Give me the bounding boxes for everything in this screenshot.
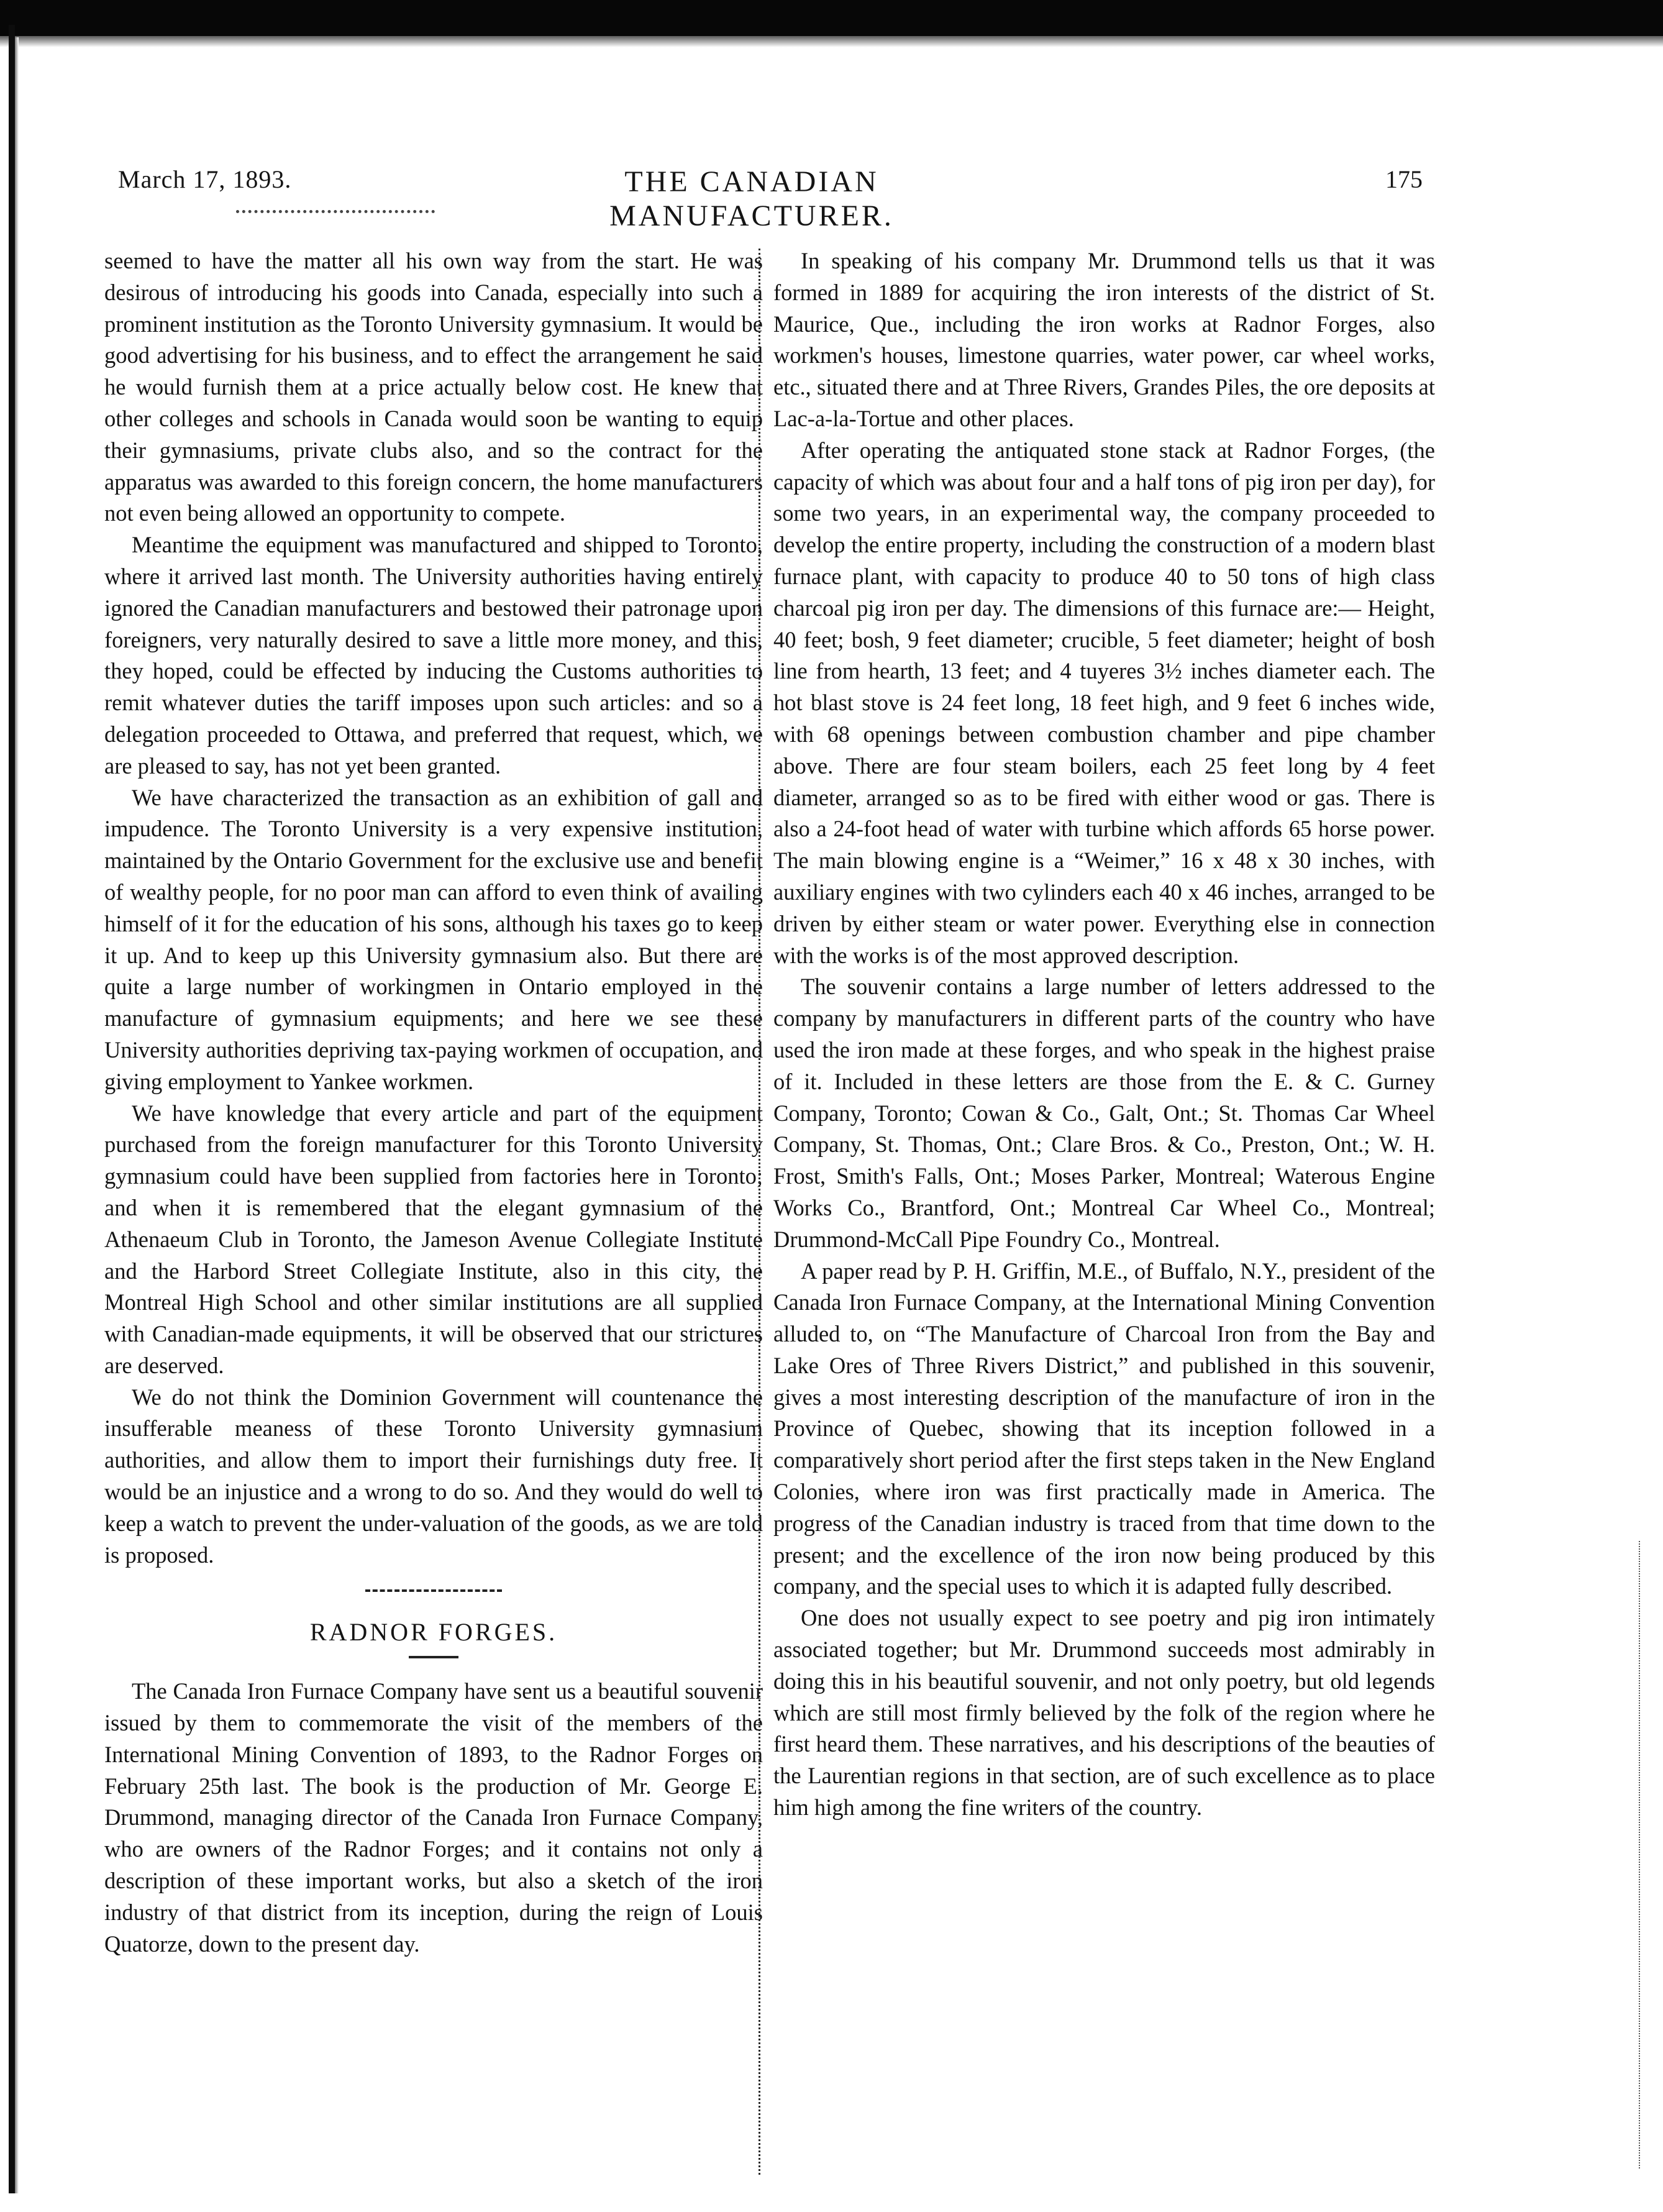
page-number: 175 [1385,165,1423,193]
article-paragraph: In speaking of his company Mr. Drummond tells us that it was formed in 1889 for acquiring the iron interests of the district of St. Maurice, Que., including the iron works at Radnor Forges, also workmen's houses, limestone quarries, water power, car wheel works, etc., situated there and at Three Rivers, Grandes Piles, the ore deposits at Lac-a-la-Tortue and other places. [773,248,1435,431]
section-title: RADNOR FORGES. [309,1618,558,1647]
scan-top-border [0,0,1663,36]
title-rule [409,1656,458,1658]
article-paragraph: We have characterized the transaction as an exhibition of gall and impudence. The Toronto University is a very expensive institution, maintained by the Ontario Government for the exclusive use and benefit of wealthy people, for no poor man can afford to even think of availing himself of it for the education of his sons, although his taxes go to keep it up. And to keep up this University gymnasium also. But there are quite a large number of workingmen in Ontario employed in the manufacture of gymnasium equipments; and here we see these University authorities depriving tax-paying workmen of occupation, and giving employment to Yankee workmen. [104,784,763,1094]
article-paragraph: seemed to have the matter all his own way from the start. He was desirous of introducing his goods into Canada, especially into such a prominent institution as the Toronto University gymnasium. It would be good advertising for his business, and to effect the arrangement he said he would furnish them at a price actually below cost. He knew that other colleges and schools in Canada would soon be wanting to equip their gymnasiums, private clubs also, and so the contract for the apparatus was awarded to this foreign concern, the home manufacturers not even being allowed an opportunity to compete. [104,248,763,526]
article-paragraph: Meantime the equipment was manufactured and shipped to Toronto, where it arrived last month. The University authorities having entirely ignored the Canadian manufacturers and bestowed their patronage upon foreigners, very naturally desired to save a little more money, and this, they hoped, could be effected by inducing the Customs authorities to remit whatever duties the tariff imposes upon such articles: and so a delegation proceeded to Ottawa, and preferred that request, which, we are pleased to say, has not yet been granted. [104,532,763,779]
article-paragraph: We have knowledge that every article and part of the equipment purchased from the foreign manufacturer for this Toronto University gymnasium could have been supplied from factories here in Toronto; and when it is remembered that the elegant gymnasium of the Athenaeum Club in Toronto, the Jameson Avenue Collegiate Institute and the Harbord Street Collegiate Institute, also in this city, the Montreal High School and other similar institutions are all supplied with Canadian-made equipments, it will be observed that our strictures are deserved. [104,1100,763,1378]
scan-left-shadow [15,37,19,2193]
scan-top-shadow [0,36,1663,47]
header-rule [236,210,435,213]
journal-title: THE CANADIAN MANUFACTURER. [609,165,894,232]
running-head [118,165,1423,232]
left-column [104,245,763,1960]
article-paragraph: One does not usually expect to see poetry and pig iron intimately associated together; but Mr. Drummond succeeds most admirably in doing this in his beautiful souvenir, and not only poetry, but old legends which are still most firmly believed by the folk of the region where he first heard them. These narratives, and his descriptions of the beauties of the Laurentian regions in that section, are of such excellence as to place him high among the fine writers of the country. [773,1605,1435,1821]
column-divider [759,249,760,2175]
article-paragraph: We do not think the Dominion Government will countenance the insufferable meaness of these Toronto University gymnasium authorities, and allow them to import their furnishings duty free. It would be an injustice and a wrong to do so. And they would do well to keep a watch to prevent the under-valuation of the goods, as we are told is proposed. [104,1384,763,1568]
article-paragraph: After operating the antiquated stone stack at Radnor Forges, (the capacity of which was about four and a half tons of pig iron per day), for some two years, in an experimental way, the company proceeded to develop the entire property, including the construction of a modern blast furnace plant, with capacity to produce 40 to 50 tons of high class charcoal pig iron per day. The dimensions of this furnace are:— Height, 40 feet; bosh, 9 feet diameter; crucible, 5 feet diameter; height of bosh line from hearth, 13 feet; and 4 tuyeres 3½ inches diameter each. The hot blast stove is 24 feet long, 18 feet high, and 9 feet 6 inches wide, with 68 openings between combustion chamber and pipe chamber above. There are four steam boilers, each 25 feet long by 4 feet diameter, arranged so as to be fired with either wood or gas. There is also a 24-foot head of water with turbine which affords 65 horse power. The main blowing engine is a “Weimer,” 16 x 48 x 30 inches, with auxiliary engines with two cylinders each 40 x 46 inches, arranged to be driven by either steam or water power. Everything else in connection with the works is of the most approved description. [773,437,1435,968]
issue-date: March 17, 1893. [118,165,292,193]
right-column [773,245,1435,1824]
article-paragraph: The Canada Iron Furnace Company have sent us a beautiful souvenir issued by them to commemorate the visit of the members of the International Mining Convention of 1893, to the Radnor Forges on February 25th last. The book is the production of Mr. George E. Drummond, managing director of the Canada Iron Furnace Company, who are owners of the Radnor Forges; and it contains not only a description of these important works, but also a sketch of the iron industry of that district from its inception, during the reign of Louis Quatorze, down to the present day. [104,1678,763,1957]
scan-left-border [9,25,15,2193]
scan-right-specks [1639,1541,1644,2169]
section-separator [365,1589,502,1592]
article-paragraph: A paper read by P. H. Griffin, M.E., of Buffalo, N.Y., president of the Canada Iron Furnace Company, at the International Mining Convention alluded to, on “The Manufacture of Charcoal Iron from the Bay and Lake Ores of Three Rivers District,” and published in this souvenir, gives a most interesting description of the manufacture of iron in the Province of Quebec, showing that its inception followed in a comparatively short period after the first steps taken in the New England Colonies, where iron was first practically made in America. The progress of the Canadian industry is traced from that time down to the present; and the excellence of the iron now being produced by this company, and the special uses to which it is adapted fully described. [773,1258,1435,1599]
article-paragraph: The souvenir contains a large number of letters addressed to the company by manufacturers in different parts of the country who have used the iron made at these forges, and who speak in the highest praise of it. Included in these letters are those from the E. & C. Gurney Company, Toronto; Cowan & Co., Galt, Ont.; St. Thomas Car Wheel Company, St. Thomas, Ont.; Clare Bros. & Co., Preston, Ont.; W. H. Frost, Smith's Falls, Ont.; Moses Parker, Montreal; Waterous Engine Works Co., Brantford, Ont.; Montreal Car Wheel Co., Montreal; Drummond-McCall Pipe Foundry Co., Montreal. [773,974,1435,1252]
